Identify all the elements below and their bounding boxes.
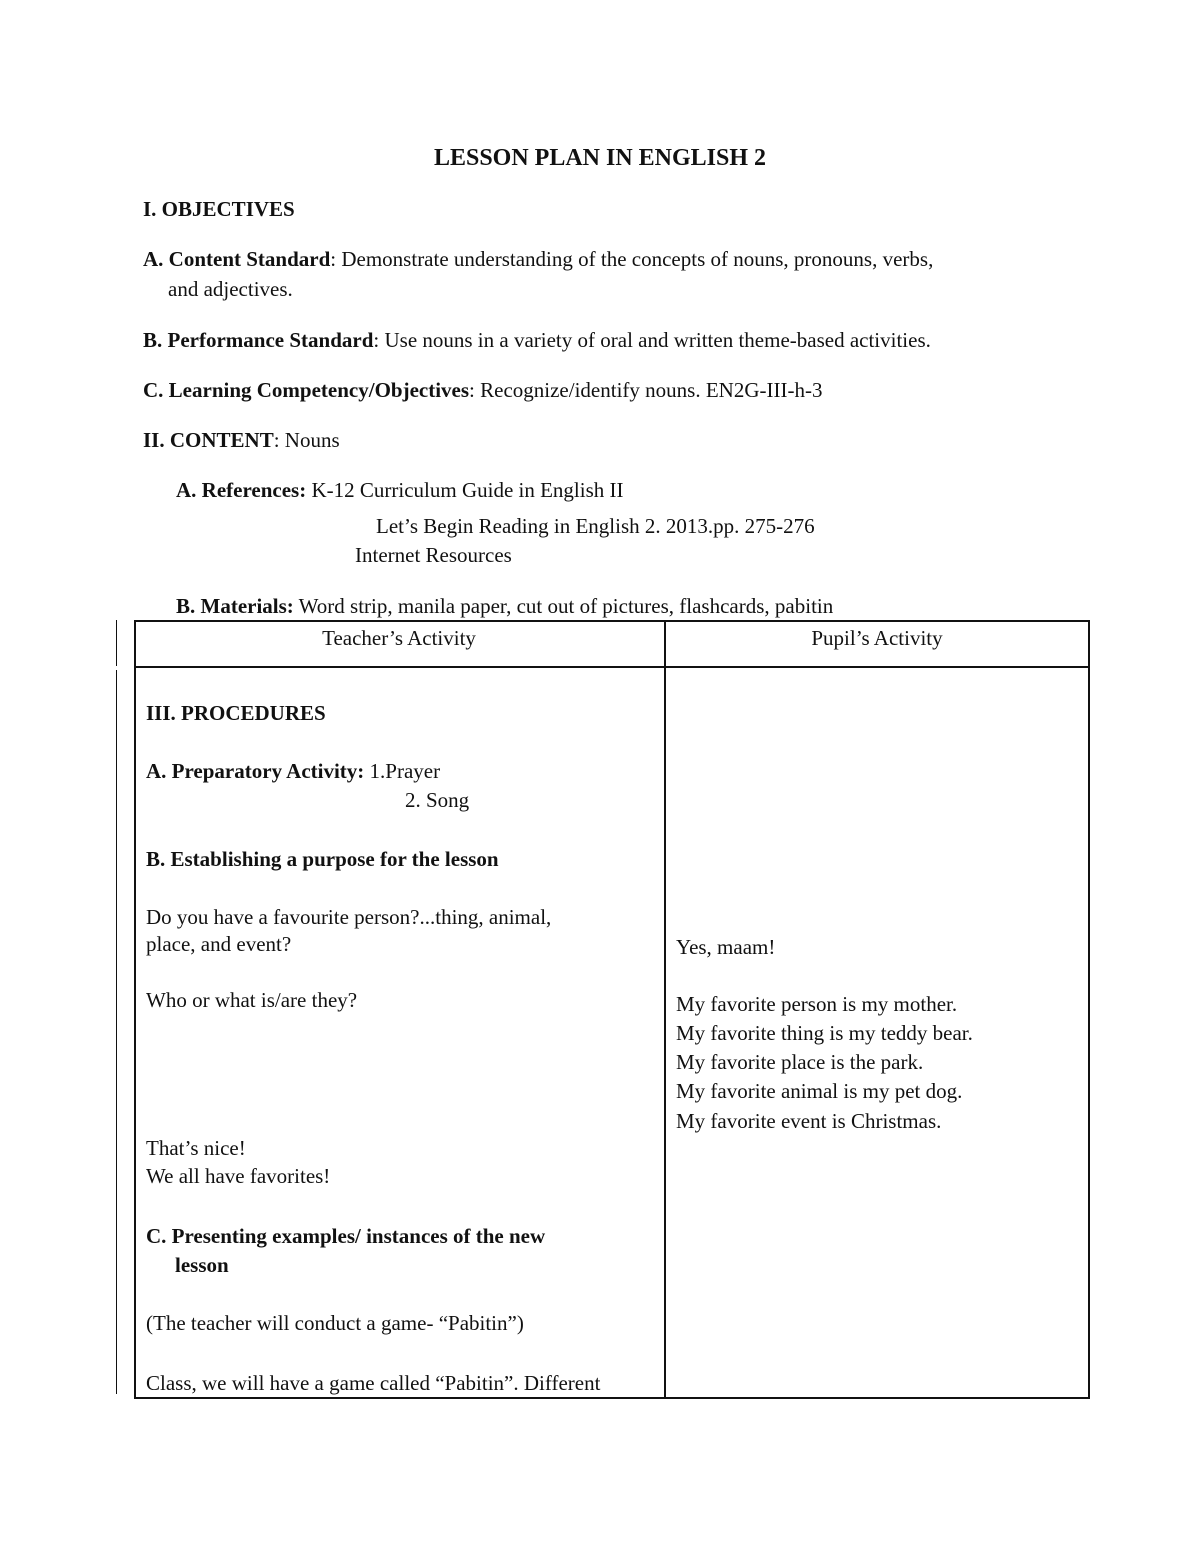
question-favourite-line2: place, and event? — [146, 932, 292, 956]
pupil-answer-person: My favorite person is my mother. — [676, 992, 958, 1016]
pupil-answer-event: My favorite event is Christmas. — [676, 1109, 942, 1133]
objectives-heading: I. OBJECTIVES — [143, 197, 295, 221]
thats-nice: That’s nice! — [146, 1136, 246, 1160]
pupil-answer-thing: My favorite thing is my teddy bear. — [676, 1021, 973, 1045]
learning-competency-label: C. Learning Competency/Objectives — [143, 378, 470, 402]
materials-text: Word strip, manila paper, cut out of pictures, flashcards, pabitin — [293, 594, 834, 618]
preparatory-activity — [146, 757, 440, 786]
pupil-activity-header: Pupil’s Activity — [811, 626, 943, 650]
references-line — [176, 476, 624, 505]
learning-competency-text: : Recognize/identify nouns. EN2G-III-h-3 — [469, 378, 823, 402]
preparatory-label: A. Preparatory Activity: — [146, 759, 365, 783]
presenting-heading-line1: C. Presenting examples/ instances of the new — [146, 1224, 546, 1248]
presenting-heading-line2: lesson — [175, 1253, 229, 1277]
performance-standard-label: B. Performance Standard — [143, 328, 374, 352]
table-header-divider — [134, 666, 1090, 668]
materials-label: B. Materials: — [176, 594, 294, 618]
references-line3: Internet Resources — [355, 543, 512, 567]
table-column-divider — [664, 620, 666, 1399]
procedures-heading: III. PROCEDURES — [146, 701, 326, 725]
references-label: A. References: — [176, 478, 307, 502]
content-line — [143, 426, 340, 455]
we-all-have-favorites: We all have favorites! — [146, 1164, 331, 1188]
game-note: (The teacher will conduct a game- “Pabitin”) — [146, 1311, 524, 1335]
song-item: 2. Song — [405, 788, 470, 812]
purpose-heading: B. Establishing a purpose for the lesson — [146, 847, 499, 871]
learning-competency — [143, 376, 822, 405]
pupil-answer-animal: My favorite animal is my pet dog. — [676, 1079, 963, 1103]
content-text: : Nouns — [273, 428, 340, 452]
references-line2: Let’s Begin Reading in English 2. 2013.pp. 275-276 — [376, 514, 815, 538]
prayer-item: 1.Prayer — [364, 759, 441, 783]
content-standard — [143, 245, 933, 274]
left-margin-line-top — [116, 620, 117, 666]
left-margin-line-bottom — [116, 670, 117, 1394]
content-standard-label: A. Content Standard — [143, 247, 331, 271]
pupil-answer-yes: Yes, maam! — [676, 935, 776, 959]
content-label: II. CONTENT — [143, 428, 274, 452]
class-game-line: Class, we will have a game called “Pabitin”. Different — [146, 1371, 601, 1395]
performance-standard — [143, 326, 931, 355]
page-title: LESSON PLAN IN ENGLISH 2 — [433, 145, 767, 171]
materials-line — [176, 592, 833, 621]
teacher-activity-header: Teacher’s Activity — [322, 626, 476, 650]
performance-standard-text: : Use nouns in a variety of oral and written theme-based activities. — [373, 328, 931, 352]
question-who: Who or what is/are they? — [146, 988, 358, 1012]
content-standard-cont: and adjectives. — [168, 277, 293, 301]
content-standard-text: : Demonstrate understanding of the concepts of nouns, pronouns, verbs, — [330, 247, 934, 271]
question-favourite-line1: Do you have a favourite person?...thing, animal, — [146, 905, 552, 929]
references-line1: K-12 Curriculum Guide in English II — [306, 478, 624, 502]
pupil-answer-place: My favorite place is the park. — [676, 1050, 924, 1074]
